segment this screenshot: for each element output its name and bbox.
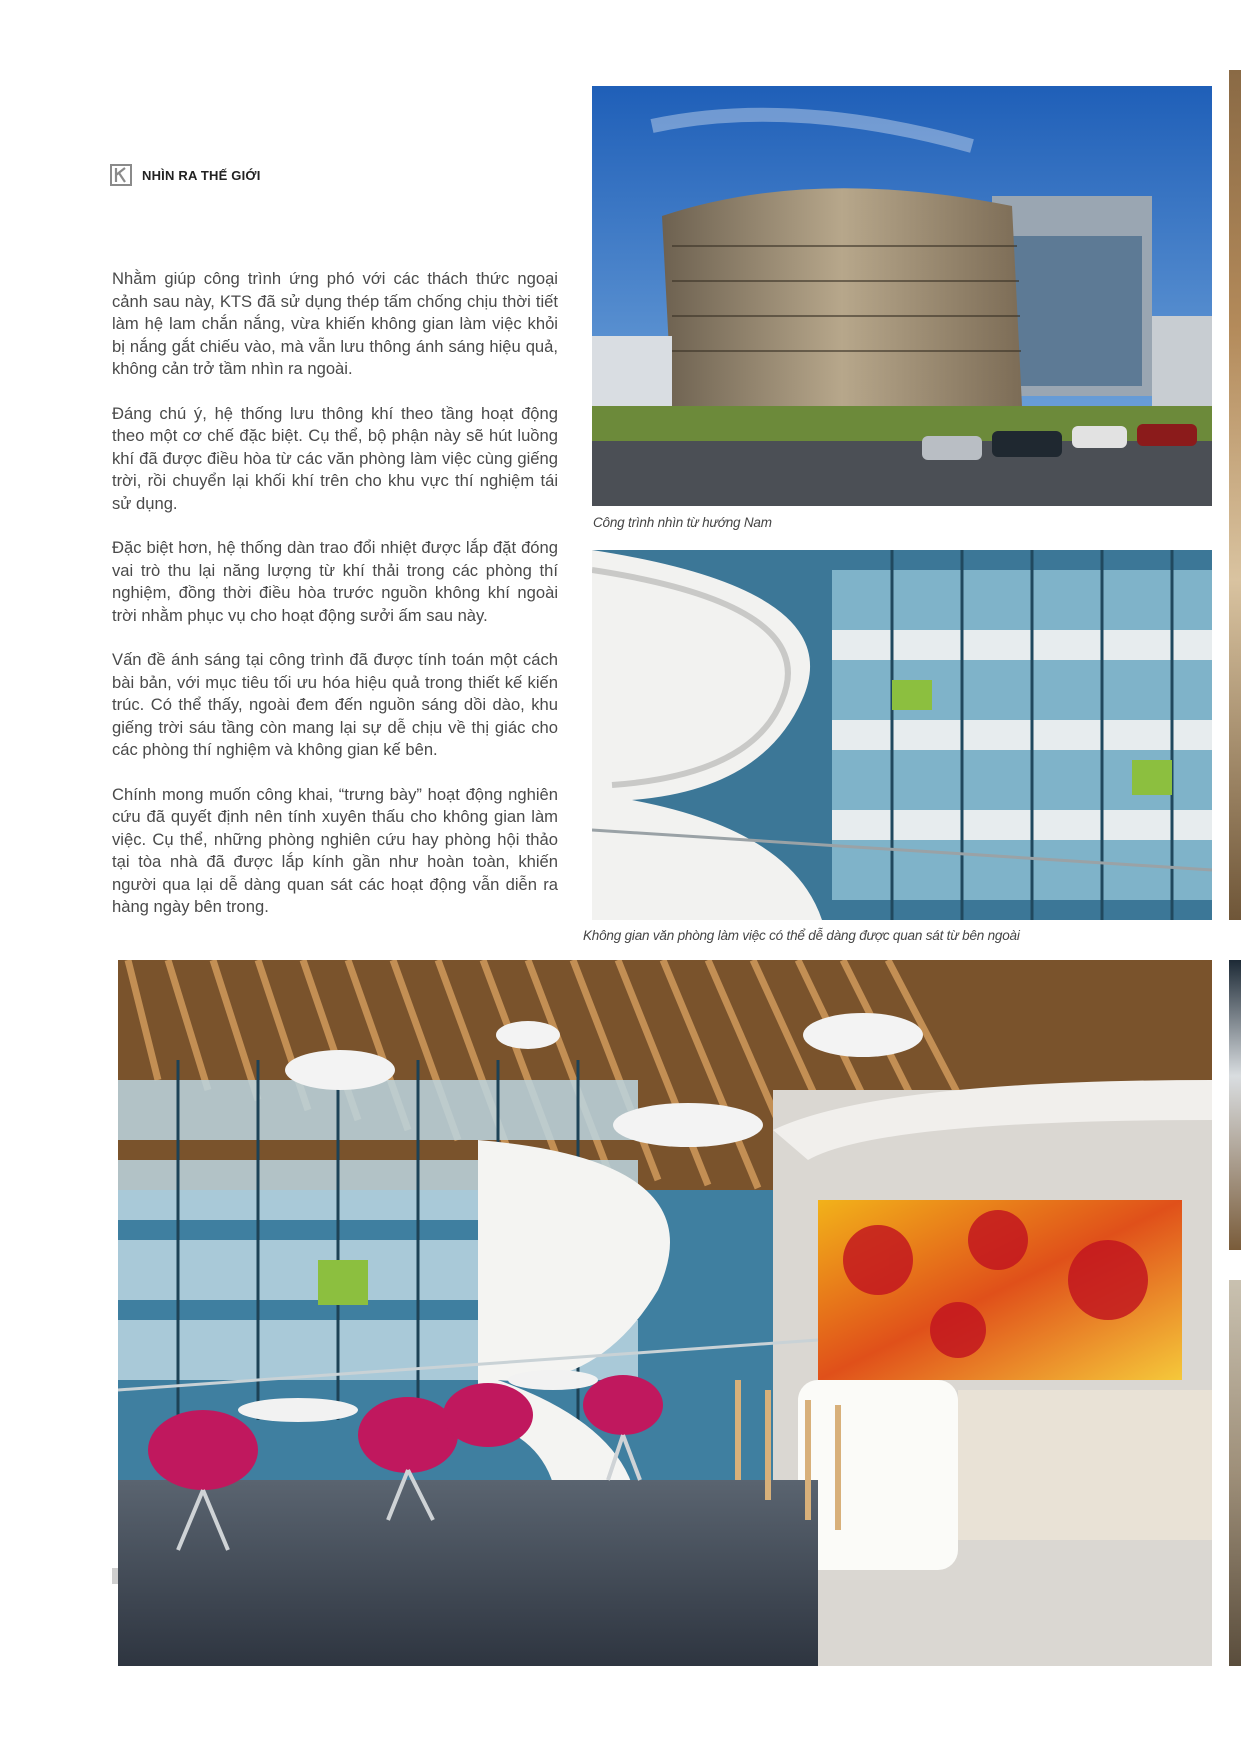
lounge-photo-art [118,960,1212,1666]
adjacent-page-edge [1229,70,1241,920]
exterior-photo-art [592,86,1212,506]
section-title: NHÌN RA THẾ GIỚI [142,167,261,183]
atrium-photo-art [592,550,1212,920]
figure-caption: Công trình nhìn từ hướng Nam [593,515,772,530]
article-paragraph: Đặc biệt hơn, hệ thống dàn trao đổi nhiệt được lắp đặt đóng vai trò thu lại năng lượng từ khí thải trong các phòng thí nghiệm, đồng thời điều hòa trước nguồn không khí ngoài trời nhằm phục vụ cho hoạt động sưởi ấm sau này. [112,538,558,625]
article-paragraph: Nhằm giúp công trình ứng phó với các thách thức ngoại cảnh sau này, KTS đã sử dụng thép tấm chống chịu thời tiết làm hệ lam chắn nắng, vừa khiến không gian làm việc khỏi bị nắng gắt chiếu vào, mà vẫn lưu thông ánh sáng hiệu quả, không cản trở tầm nhìn ra ngoài. [112,269,558,378]
section-header [110,164,261,186]
section-logo-icon [110,164,132,186]
adjacent-page-edge [1229,1280,1241,1666]
adjacent-page-edge [1229,960,1241,1250]
lounge-photo [118,960,1212,1666]
article-paragraph: Đáng chú ý, hệ thống lưu thông khí theo tầng hoạt động theo một cơ chế đặc biệt. Cụ thể, bộ phận này sẽ hút luồng khí đã được điều hòa từ các văn phòng làm việc cùng giếng trời, rồi chuyển lại khối khí trên cho khu vực thí nghiệm tái sử dụng. [112,403,558,513]
article-paragraph: Vấn đề ánh sáng tại công trình đã được tính toán một cách bài bản, với mục tiêu tối ưu hóa hiệu quả trong thiết kế kiến trúc. Có thể thấy, ngoài đem đến nguồn sáng dồi dào, khu giếng trời sáu tầng còn mang lại sự dễ chịu về thị giác cho các phòng thí nghiệm và không gian kế bên. [112,650,558,759]
figure-caption: Không gian văn phòng làm việc có thể dễ dàng được quan sát từ bên ngoài [583,928,1020,943]
article-body [112,268,558,941]
atrium-photo [592,550,1212,920]
exterior-photo [592,86,1212,506]
article-paragraph: Chính mong muốn công khai, “trưng bày” hoạt động nghiên cứu đã quyết định nên tính xuyên thấu cho không gian làm việc. Cụ thể, những phòng nghiên cứu hay phòng hội thảo tại tòa nhà đã được lắp kính gần như hoàn toàn, khiến người qua lại dễ dàng quan sát các hoạt động vẫn diễn ra hàng ngày bên trong. [112,784,558,916]
page-marker [112,1568,118,1584]
